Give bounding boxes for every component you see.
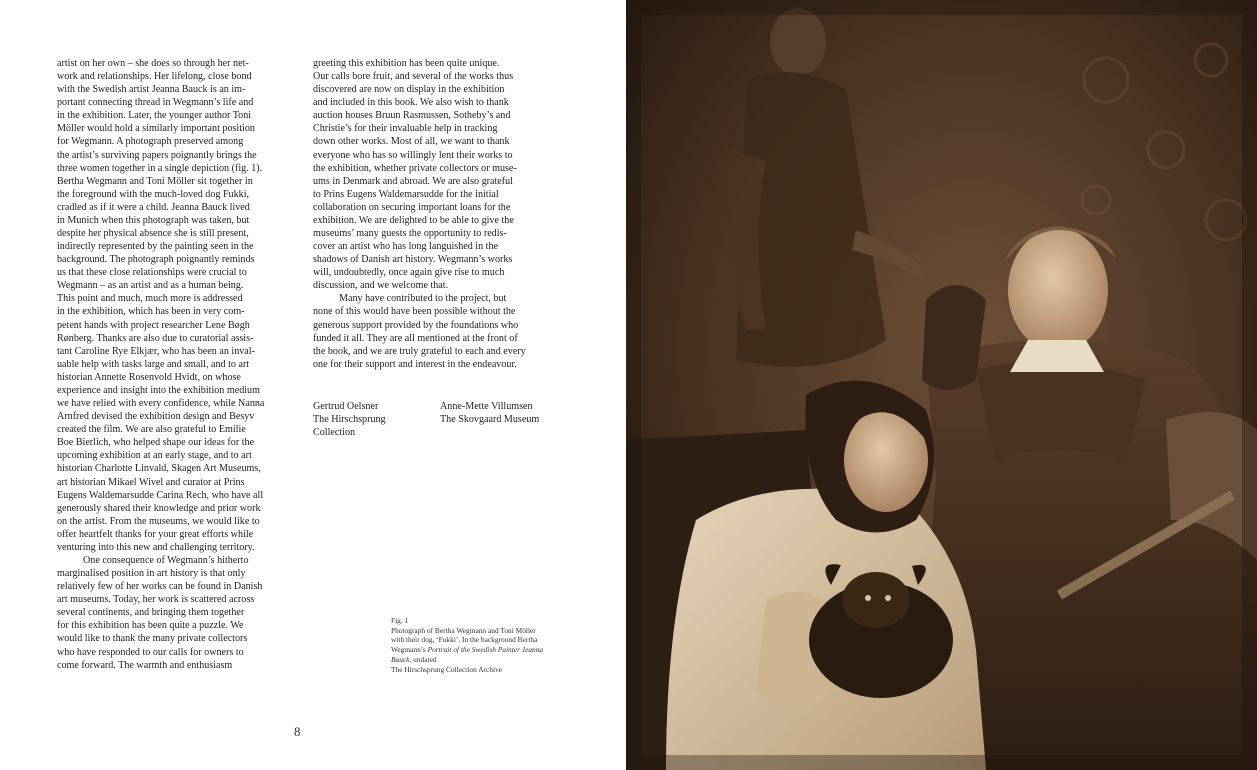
text-line: shadows of Danish art history. Wegmann’s works <box>313 254 513 266</box>
text-line: petent hands with project researcher Lene Bøgh <box>57 319 250 331</box>
text-line: come forward. The warmth and enthusiasm <box>57 659 233 671</box>
page-number: 8 <box>294 724 301 739</box>
text-line: for Wegmann. A photograph preserved among <box>57 136 244 148</box>
caption-text: Wegmann’s <box>391 645 428 655</box>
text-line: tant Caroline Rye Elkjær, who has been an inval- <box>57 345 255 357</box>
text-line: created the film. We are also grateful to Emilie <box>57 424 246 436</box>
figure-number: Fig. 1 <box>391 616 409 625</box>
paragraph-start-line: One consequence of Wegmann’s hitherto <box>83 554 249 566</box>
text-line: with the Swedish artist Jeanna Bauck is an im- <box>57 84 246 96</box>
text-line: the book, and we are truly grateful to each and every <box>313 345 526 357</box>
text-line: Bertha Wegmann and Toni Möller sit together in <box>57 175 253 187</box>
text-line: ums in Denmark and abroad. We are also grateful <box>313 175 513 187</box>
text-line: three women together in a single depiction (fig. 1). <box>57 162 263 174</box>
text-line: and included in this book. We also wish to thank <box>313 97 509 109</box>
text-line: will, undoubtedly, once again give rise to much <box>313 267 505 279</box>
text-line: several continents, and bringing them together <box>57 607 245 619</box>
caption-text: , undated <box>409 654 437 664</box>
text-line: historian Charlotte Linvald, Skagen Art Museums, <box>57 463 261 475</box>
text-line: exhibition. We are delighted to be able to give the <box>313 214 514 226</box>
text-line: discovered are now on display in the exhibition <box>313 84 505 96</box>
signatory-organisation: The Hirschsprung <box>313 414 386 425</box>
text-line: would like to thank the many private collectors <box>57 633 248 645</box>
caption-line: Photograph of Bertha Wegmann and Toni Möller <box>391 625 536 635</box>
caption-credit: The Hirschsprung Collection Archive <box>391 664 503 674</box>
figure-caption <box>391 616 591 674</box>
text-line: cradled as if it were a child. Jeanna Bauck lived <box>57 201 250 213</box>
text-line: upcoming exhibition at an early stage, and to art <box>57 450 252 462</box>
caption-italic-title: Bauck <box>391 654 410 664</box>
text-line: offer heartfelt thanks for your great efforts while <box>57 528 254 540</box>
text-line: discussion, and we welcome that. <box>313 280 449 292</box>
text-line: cover an artist who has long languished in the <box>313 241 499 253</box>
text-line: experience and insight into the exhibition medium <box>57 384 260 396</box>
text-column-1 <box>57 57 289 672</box>
text-line: the foreground with the much-loved dog Fukki, <box>57 188 250 200</box>
text-line: us that these close relationships were crucial to <box>57 267 247 279</box>
signatory-name: Gertrud Oelsner <box>313 401 379 412</box>
text-line: everyone who has so willingly lent their works to <box>313 149 513 161</box>
caption-line: with their dog, ‘Fukki’. In the background Bertha <box>391 635 538 645</box>
text-line: Rønberg. Thanks are also due to curatorial assis- <box>57 332 254 344</box>
text-line: greeting this exhibition has been quite unique. <box>313 58 500 69</box>
caption-line <box>391 655 591 665</box>
text-line: the artist’s surviving papers poignantly brings the <box>57 149 257 161</box>
text-line: funded it all. They are all mentioned at the front of <box>313 332 518 344</box>
text-line: Christie’s for their invaluable help in tracking <box>313 123 498 135</box>
text-line: on the artist. From the museums, we would like to <box>57 515 260 527</box>
text-line: for this exhibition has been quite a puzzle. We <box>57 620 244 632</box>
text-line: marginalised position in art history is that only <box>57 568 246 580</box>
text-line: indirectly represented by the painting seen in the <box>57 241 254 253</box>
text-line: generously shared their knowledge and prior work <box>57 502 261 514</box>
text-line: down other works. Most of all, we want to thank <box>313 136 510 148</box>
text-line: venturing into this new and challenging territory. <box>57 541 255 553</box>
text-line: generous support provided by the foundations who <box>313 319 519 331</box>
text-line: background. The photograph poignantly reminds <box>57 254 255 266</box>
text-column-2 <box>313 57 549 371</box>
text-line: Wegmann – as an artist and as a human being. <box>57 280 244 292</box>
photograph-illustration <box>626 0 1257 770</box>
text-line: This point and much, much more is addressed <box>57 293 243 305</box>
signatory-organisation: Collection <box>313 427 356 438</box>
text-line: who have responded to our calls for owners to <box>57 646 244 658</box>
signatory-name: Anne-Mette Villumsen <box>440 401 533 412</box>
text-line: auction houses Bruun Rasmussen, Sotheby’s and <box>313 110 511 122</box>
signatory-organisation: The Skovgaard Museum <box>440 414 540 425</box>
text-line: historian Annette Rosenvold Hvidt, on whose <box>57 371 241 383</box>
text-line: Our calls bore fruit, and several of the works thus <box>313 71 514 83</box>
caption-line <box>391 645 591 655</box>
text-line: Eugens Waldemarsudde Carina Rech, who have all <box>57 489 264 501</box>
text-line: despite her physical absence she is still present, <box>57 228 249 240</box>
caption-italic-title: Portrait of the Swedish Painter Jeanna <box>427 645 544 655</box>
text-line: Boe Bierlich, who helped shape our ideas for the <box>57 437 255 449</box>
left-page <box>0 0 626 770</box>
text-line: Möller would hold a similarly important position <box>57 123 255 135</box>
text-line: one for their support and interest in the endeavour. <box>313 358 517 370</box>
text-line: collaboration on securing important loans for the <box>313 201 511 213</box>
text-line: none of this would have been possible without the <box>313 306 516 318</box>
text-line: work and relationships. Her lifelong, close bond <box>57 71 252 83</box>
text-line: in Munich when this photograph was taken, but <box>57 214 250 226</box>
text-line: in the exhibition. Later, the younger author Toni <box>57 110 252 122</box>
text-line: portant connecting thread in Wegmann’s life and <box>57 97 254 109</box>
text-line: art historian Mikael Wivel and curator at Prins <box>57 476 245 488</box>
signature-left <box>313 400 386 439</box>
paragraph-start-line: Many have contributed to the project, but <box>339 293 507 305</box>
text-line: art museums. Today, her work is scattered across <box>57 594 255 606</box>
text-line: uable help with tasks large and small, and to art <box>57 358 250 370</box>
text-line: museums’ many guests the opportunity to redis- <box>313 228 507 240</box>
text-line: to Prins Eugens Waldemarsudde for the initial <box>313 188 499 200</box>
text-line: Arnfred devised the exhibition design and Besyv <box>57 411 255 423</box>
sepia-photograph <box>626 0 1257 770</box>
text-line: the exhibition, whether private collectors or muse- <box>313 162 517 174</box>
signature-right <box>440 400 539 426</box>
text-line: artist on her own – she does so through her net- <box>57 58 249 69</box>
text-line: relatively few of her works can be found in Danish <box>57 581 263 593</box>
text-line: we have relied with every confidence, while Nanna <box>57 398 265 410</box>
text-line: in the exhibition, which has been in very com- <box>57 306 245 318</box>
